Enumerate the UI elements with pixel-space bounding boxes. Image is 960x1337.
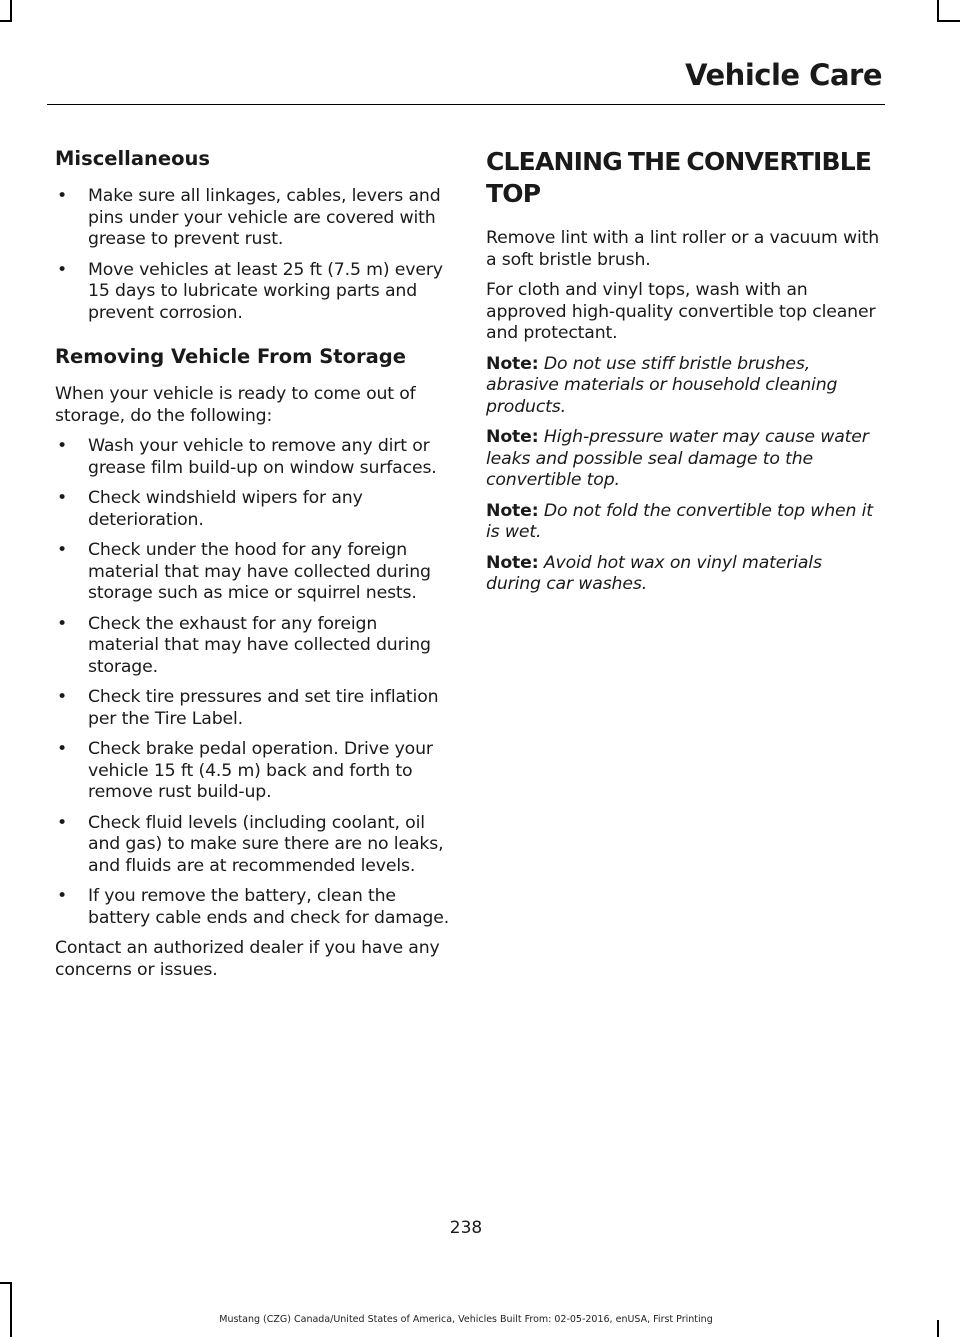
crop-mark-top-left-vertical (10, 0, 12, 20)
removing-item-text: Check windshield wipers for any deterioration. (88, 488, 363, 530)
removing-item-text: Check fluid levels (including coolant, oil and gas) to make sure there are no leaks, and fluids are at recommended levels. (88, 812, 444, 876)
bullet-glyph: • (57, 259, 68, 280)
bullet-glyph: • (57, 436, 68, 456)
right-column (486, 146, 881, 605)
removing-item (55, 739, 450, 804)
bullet-glyph: • (57, 886, 68, 906)
removing-item (55, 886, 450, 929)
bullet-glyph: • (57, 739, 68, 759)
page-footer: Mustang (CZG) Canada/United States of America, Vehicles Built From: 02-05-2016, enUSA, First Printing (219, 1314, 713, 1325)
misc-list (55, 186, 450, 324)
removing-item-text: Check the exhaust for any foreign material that may have collected during storage. (88, 613, 431, 677)
bullet-glyph: • (57, 613, 68, 634)
misc-heading: Miscellaneous (55, 147, 211, 170)
removing-item (55, 540, 450, 605)
note-label: Note: (486, 353, 539, 374)
crop-mark-bottom-right-vertical (937, 1320, 939, 1337)
bullet-glyph: • (57, 488, 68, 508)
bullet-glyph: • (57, 186, 68, 206)
bullet-glyph: • (57, 540, 68, 560)
misc-item-text: Move vehicles at least 25 ft (7.5 m) every 15 days to lubricate working parts and prevent corrosion. (88, 259, 443, 323)
section-heading: CLEANING THE CONVERTIBLE TOP (486, 147, 872, 208)
removing-item-text: If you remove the battery, clean the battery cable ends and check for damage. (88, 886, 450, 928)
note-label: Note: (486, 500, 539, 521)
paragraph: Remove lint with a lint roller or a vacuum with a soft bristle brush. (486, 228, 880, 270)
bullet-glyph: • (57, 687, 68, 707)
removing-item (55, 687, 450, 730)
note-text: High-pressure water may cause water leaks and possible seal damage to the convertible top. (486, 427, 869, 490)
left-column (55, 146, 450, 990)
removing-item-text: Check under the hood for any foreign material that may have collected during storage such as mice or squirrel nests. (88, 540, 431, 603)
note (486, 427, 881, 492)
removing-list (55, 436, 450, 929)
removing-intro: When your vehicle is ready to come out of storage, do the following: (55, 384, 416, 426)
page-header-title: Vehicle Care (685, 58, 882, 92)
removing-heading: Removing Vehicle From Storage (55, 345, 406, 368)
note (486, 501, 881, 544)
removing-item-text: Wash your vehicle to remove any dirt or grease film build-up on window surfaces. (88, 436, 437, 478)
crop-mark-top-right-horizontal (937, 20, 960, 22)
misc-item (55, 260, 450, 325)
crop-mark-top-right-vertical (937, 0, 939, 20)
closing-paragraph: Contact an authorized dealer if you have any concerns or issues. (55, 938, 440, 980)
note-text: Avoid hot wax on vinyl materials during car washes. (486, 552, 822, 594)
removing-item-text: Check brake pedal operation. Drive your vehicle 15 ft (4.5 m) back and forth to remove rust build-up. (88, 739, 433, 802)
note-text: Do not use stiff bristle brushes, abrasive materials or household cleaning products. (486, 353, 838, 417)
crop-mark-top-left-horizontal (0, 20, 12, 22)
page-number: 238 (449, 1218, 483, 1238)
note-label: Note: (486, 552, 539, 573)
crop-mark-bottom-left-horizontal (0, 1282, 12, 1284)
header-divider (47, 104, 885, 105)
crop-mark-bottom-left-vertical (10, 1282, 12, 1337)
removing-item-text: Check tire pressures and set tire inflation per the Tire Label. (88, 687, 439, 729)
removing-item (55, 813, 450, 878)
note (486, 354, 881, 419)
misc-item-text: Make sure all linkages, cables, levers and pins under your vehicle are covered with grease to prevent rust. (88, 186, 441, 249)
note-label: Note: (486, 427, 539, 447)
note-text: Do not fold the convertible top when it is wet. (486, 500, 873, 542)
note (486, 553, 881, 596)
removing-item (55, 436, 450, 479)
removing-item (55, 614, 450, 679)
paragraph: For cloth and vinyl tops, wash with an approved high-quality convertible top cleaner and protectant. (486, 280, 876, 343)
misc-item (55, 186, 450, 251)
removing-item (55, 488, 450, 531)
bullet-glyph: • (57, 812, 68, 833)
